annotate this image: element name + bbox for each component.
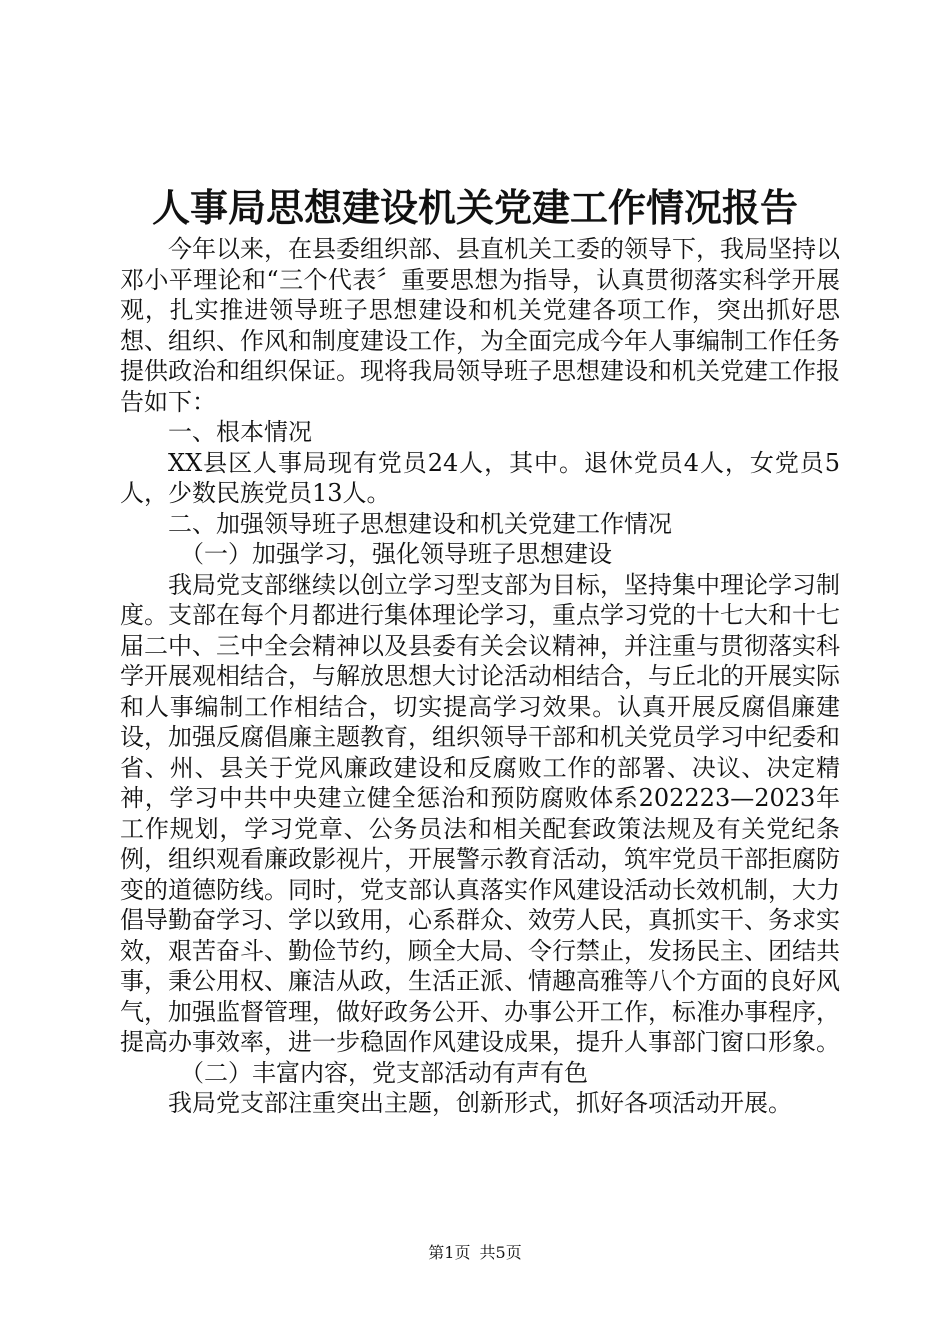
- page-footer: [0, 1242, 950, 1264]
- section-heading-work: 二、加强领导班子思想建设和机关党建工作情况: [168, 509, 672, 538]
- paragraph-study: 我局党支部继续以创立学习型支部为目标，坚持集中理论学习制度。支部在每个月都进行集体理论学习，重点学习党的十七大和十七届二中、三中全会精神以及县委有关会议精神，并注重与贯彻落实科学开展观相结合，与解放思想大讨论活动相结合，与丘北的开展实际和人事编制工作相结合，切实提高学习效果。认真开展反腐倡廉建设，加强反腐倡廉主题教育，组织领导干部和机关党员学习中纪委和省、州、县关于党风廉政建设和反腐败工作的部署、决议、决定精神，学习中共中央建立健全惩治和预防腐败体系202223—2023年工作规划，学习党章、公务员法和相关配套政策法规及有关党纪条例，组织观看廉政影视片，开展警示教育活动，筑牢党员干部拒腐防变的道德防线。同时，党支部认真落实作风建设活动长效机制，大力倡导勤奋学习、学以致用，心系群众、效劳人民，真抓实干、务求实效，艰苦奋斗、勤俭节约，顾全大局、令行禁止，发扬民主、团结共事，秉公用权、廉洁从政，生活正派、情趣高雅等八个方面的良好风气，加强监督管理，做好政务公开、办事公开工作，标准办事程序，提高办事效率，进一步稳固作风建设成果，提升人事部门窗口形象。: [120, 570, 840, 1056]
- subsection-heading-activities: （二）丰富内容，党支部活动有声有色: [180, 1058, 588, 1087]
- subsection-heading-study: （一）加强学习，强化领导班子思想建设: [180, 540, 612, 568]
- paragraph-intro: 今年以来，在县委组织部、县直机关工委的领导下，我局坚持以邓小平理论和“三个代表〞重要思想为指导，认真贯彻落实科学开展观，扎实推进领导班子思想建设和机关党建各项工作，突出抓好思想、组织、作风和制度建设工作，为全面完成今年人事编制工作任务提供政治和组织保证。现将我局领导班子思想建设和机关党建工作报告如下：: [120, 235, 840, 416]
- page-number: 第1页: [428, 1243, 471, 1262]
- page-total: 共5页: [479, 1243, 522, 1262]
- document-title: 人事局思想建设机关党建工作情况报告: [151, 185, 798, 230]
- paragraph-activities: 我局党支部注重突出主题，创新形式，抓好各项活动开展。: [168, 1089, 792, 1117]
- document-body: [120, 234, 840, 1119]
- section-heading-basic: 一、根本情况: [168, 418, 312, 446]
- paragraph-basic-info: XX县区人事局现有党员24人，其中。退休党员4人，女党员5人，少数民族党员13人。: [120, 448, 840, 507]
